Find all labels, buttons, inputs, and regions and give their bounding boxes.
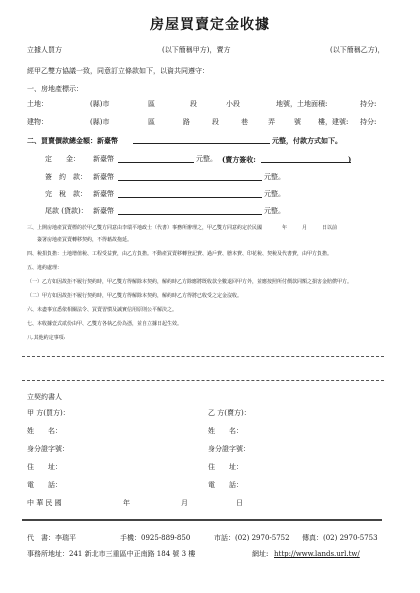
party-a-phone-label: 電 話： <box>27 481 62 489</box>
building-label: 建物： <box>27 118 48 126</box>
building-road: 路 <box>183 118 190 126</box>
building-lane: 巷 <box>241 118 248 126</box>
deposit-amount-field[interactable] <box>118 162 194 163</box>
website-link[interactable]: http://www.lands.url.tw/ <box>274 550 360 558</box>
agent-name: 代 書：李瑞平 <box>27 534 76 542</box>
footer-divider <box>22 519 382 521</box>
tax-payment-label: 完 稅 款： <box>45 190 87 198</box>
other-terms-line-1[interactable] <box>22 356 384 357</box>
party-b-phone-label: 電 話： <box>208 481 243 489</box>
clause-5-2: （二）甲方如因故拒不履行契約時，甲乙雙方得解除本契約，解約時乙方得將已收受之定金沒收。 <box>27 293 243 299</box>
land-city: (縣)市 <box>90 100 110 108</box>
clause-6: 六、未盡事宜悉依相關法令、買賣習慣及誠實信用原則公平解決之。 <box>27 307 178 313</box>
land-share: 持分: <box>360 100 377 108</box>
party-a-name-label: 姓 名： <box>27 427 62 435</box>
signers-heading: 立契約書人 <box>27 393 62 401</box>
price-heading: 二、買賣價款總金額：新臺幣 <box>27 136 118 145</box>
clause-8: 八.其他約定事項: <box>27 335 66 341</box>
land-number-area: 地號，土地面積: <box>276 100 328 108</box>
seller-signature-field[interactable] <box>261 162 351 163</box>
party-a-address-label: 住 址： <box>27 463 62 471</box>
agent-fax: 傳真：(02) 2970-5753 <box>302 534 378 542</box>
party-a-label: 甲 方(買方)： <box>27 409 70 417</box>
building-floor-no: 樓，建號: <box>318 118 349 126</box>
clause-5: 五、違約處理： <box>27 265 63 271</box>
tax-payment-prefix: 新臺幣 <box>93 190 114 198</box>
date-year: 年 <box>123 499 130 507</box>
final-payment-prefix: 新臺幣 <box>93 207 114 215</box>
intro-buyer-label: 立據人買方 <box>27 46 62 54</box>
intro-buyer-note: (以下簡稱甲方)，賣方 <box>162 46 231 54</box>
building-number: 號 <box>294 118 301 126</box>
section-property-heading: 一、房地產標示： <box>27 85 83 93</box>
party-b-name-label: 姓 名： <box>208 427 243 435</box>
website-label: 網址: <box>252 550 269 558</box>
signing-payment-field[interactable] <box>118 180 262 181</box>
seller-signature-label: (賣方簽收: <box>222 155 256 164</box>
land-subsection: 小段 <box>226 100 240 108</box>
date-month: 月 <box>181 499 188 507</box>
final-payment-suffix: 元整。 <box>264 207 285 215</box>
tax-payment-suffix: 元整。 <box>264 190 285 198</box>
clause-4: 四、稅捐負擔：土地增值稅、工程受益費，由乙方負擔。不動產買賣移轉登記費、過戶費、謄本費、印花稅、契稅及代書費，由甲方負擔。 <box>27 251 333 257</box>
building-alley: 弄 <box>268 118 275 126</box>
price-tail-bold: 元整，付款方式如下。 <box>272 136 342 145</box>
clause-3-cont: 簽署房地產買賣轉移契約，不得藉故拖延。 <box>27 237 133 243</box>
price-total-field[interactable] <box>133 143 270 144</box>
land-district: 區 <box>148 100 155 108</box>
date-era: 中 華 民 國 <box>27 499 62 507</box>
deposit-label: 定 金： <box>45 155 80 163</box>
date-day: 日 <box>236 499 243 507</box>
party-b-label: 乙 方(賣方)： <box>208 409 251 417</box>
building-section: 段 <box>212 118 219 126</box>
party-b-address-label: 住 址： <box>208 463 243 471</box>
clause-3: 三、上開房地產買賣標的於甲乙雙方同意由李瑞平地政士（代書）事務所辦理之，甲乙雙方同意約定於民國 年 月 日以前 <box>27 225 338 231</box>
agent-phone: 市話：(02) 2970-5752 <box>214 534 290 542</box>
final-payment-field[interactable] <box>118 214 262 215</box>
other-terms-line-2[interactable] <box>22 380 384 381</box>
signing-payment-prefix: 新臺幣 <box>93 173 114 181</box>
signing-payment-suffix: 元整。 <box>264 173 285 181</box>
seller-signature-close: ) <box>348 155 352 164</box>
intro-agreement: 經甲乙雙方協議一致，同意訂立條款如下，以資共同遵守： <box>27 67 209 75</box>
clause-5-1: （一）乙方如因故拒不履行契約時，甲乙雙方得解除本契約，解約時乙方除應將既收款全數退回甲方外，並應按照所付價款同額之損害金賠償甲方。 <box>27 279 353 285</box>
office-address: 事務所地址：241 新北市三重區中正南路 184 號 3 樓 <box>27 550 196 558</box>
deposit-suffix: 元整。 <box>196 155 217 163</box>
clause-7: 七、本收據壹式貳份由甲、乙雙方各執乙份為憑，並自立據日起生效。 <box>27 321 183 327</box>
party-b-id-label: 身分證字號： <box>208 445 250 453</box>
party-a-id-label: 身分證字號： <box>27 445 69 453</box>
deposit-prefix: 新臺幣 <box>93 155 114 163</box>
tax-payment-field[interactable] <box>118 197 262 198</box>
agent-mobile: 手機：0925-889-850 <box>120 534 191 542</box>
final-payment-label: 尾款 (貸款)： <box>45 207 88 215</box>
building-share: 持分: <box>360 118 377 126</box>
building-district: 區 <box>148 118 155 126</box>
land-label: 土地： <box>27 100 48 108</box>
signing-payment-label: 簽 約 款： <box>45 173 87 181</box>
building-city: (縣)市 <box>90 118 110 126</box>
intro-seller-note: (以下簡稱乙方)， <box>330 46 385 54</box>
land-section: 段 <box>190 100 197 108</box>
document-title: 房屋買賣定金收據 <box>150 17 270 33</box>
